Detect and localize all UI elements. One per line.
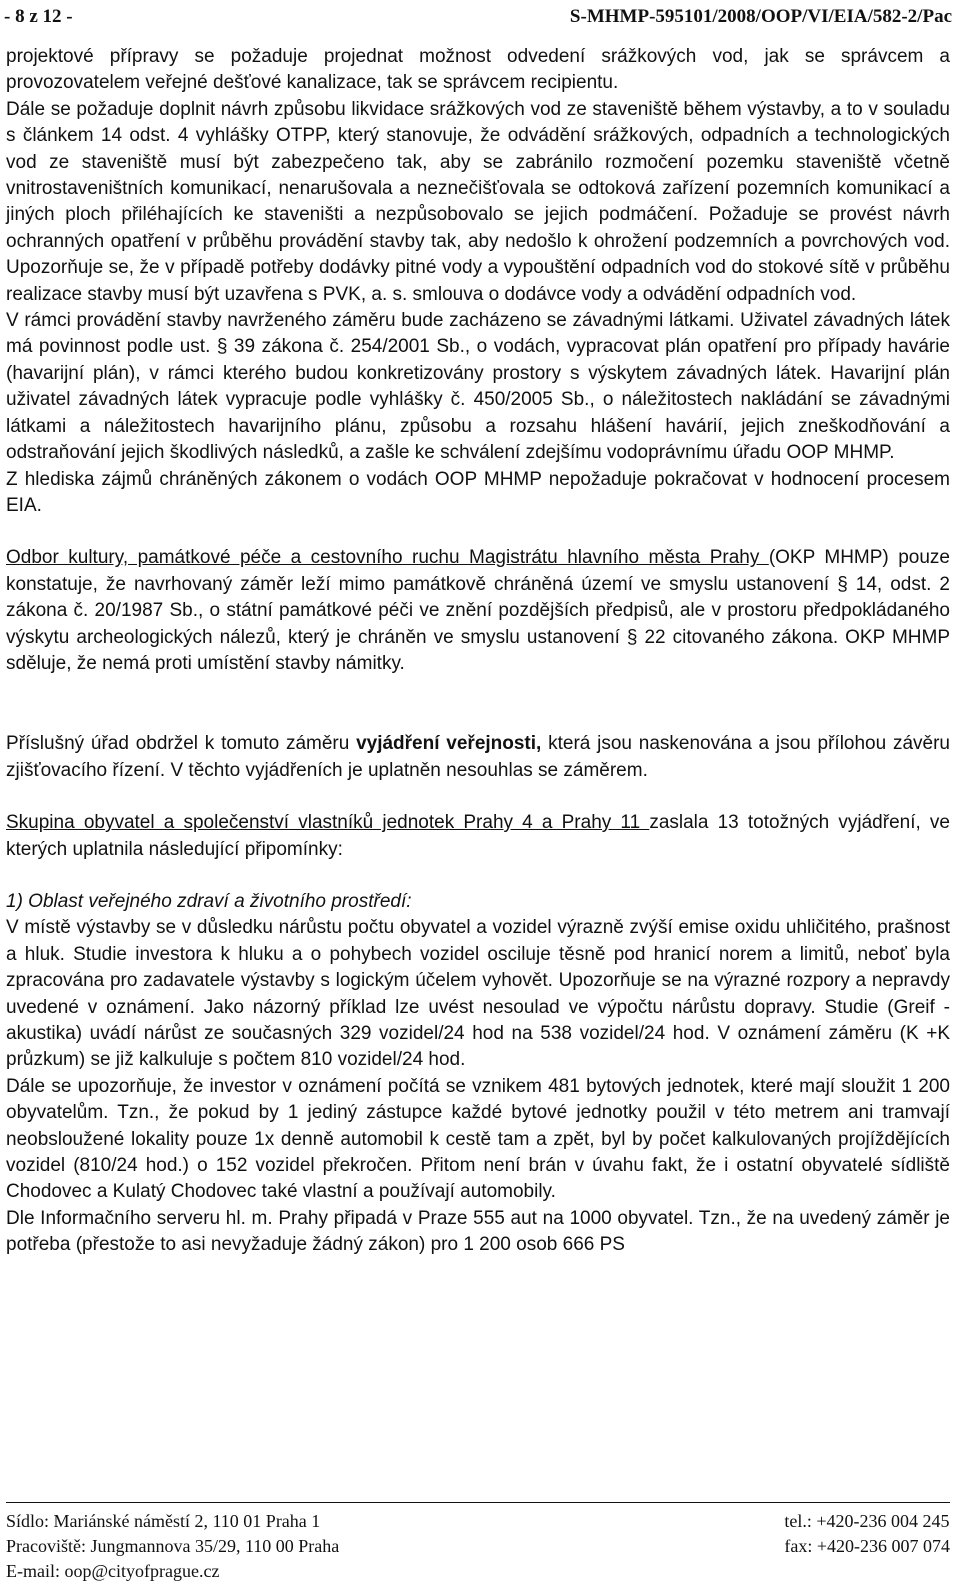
footer-right <box>784 1509 950 1559</box>
emphasis: vyjádření veřejnosti, <box>356 733 542 755</box>
paragraph: Odbor kultury, památkové péče a cestovního ruchu Magistrátu hlavního města Prahy (OKP MHMP) pouze konstatuje, že navrhovaný záměr leží mimo památkově chráněná území ve smyslu ustanovení § 14, odst. 2 zákona č. 20/1987 Sb., o státní památkové péči ve znění pozdějších předpisů, ale v prostoru předpokládaného výskytu archeologických nálezů, který je chráněn ve smyslu ustanovení § 22 citovaného zákona. OKP MHMP sděluje, že nemá proti umístění stavby námitky. <box>6 547 950 674</box>
footer-fax: fax: +420-236 007 074 <box>784 1536 950 1556</box>
paragraph: Dále se požaduje doplnit návrh způsobu likvidace srážkových vod ze staveniště během výstavby, a to v souladu s článkem 14 odst. 4 vyhlášky OTPP, který stanovuje, že odvádění srážkových, odpadních a technologických vod ze staveniště musí být zabezpečeno tak, aby se zabránilo rozmočení pozemku staveniště včetně vnitrostaveništních komunikací, nenarušovala a neznečišťovala se odtoková zařízení pozemních komunikací a jiných ploch přiléhajících ke staveništi a nezpůsobovalo se jejich podmáčení. Požaduje se provést návrh ochranných opatření v průběhu provádění stavby tak, aby nedošlo k ohrožení podzemních a povrchových vod. Upozorňuje se, že v případě potřeby dodávky pitné vody a vypouštění odpadních vod do stokové sítě v průběhu realizace stavby musí být uzavřena s PVK, a. s. smlouva o dodávce vody a odvádění odpadních vod. <box>6 98 950 305</box>
footer-email: E-mail: oop@cityofprague.cz <box>6 1561 220 1581</box>
department-name: Odbor kultury, památkové péče a cestovního ruchu Magistrátu hlavního města Prahy <box>6 547 769 569</box>
paragraph: Dle Informačního serveru hl. m. Prahy připadá v Praze 555 aut na 1000 obyvatel. Tzn., že na uvedený záměr je potřeba (přestože to asi nevyžaduje žádný zákon) pro 1 200 osob 666 PS <box>6 1207 950 1256</box>
paragraph: Příslušný úřad obdržel k tomuto záměru vyjádření veřejnosti, která jsou naskenována a jsou přílohou závěru zjišťovacího řízení. V těchto vyjádřeních je uplatněn nesouhlas se záměrem. <box>6 733 950 781</box>
document-body <box>6 44 950 1259</box>
page-footer <box>6 1502 950 1581</box>
footer-workplace: Pracoviště: Jungmannova 35/29, 110 00 Praha <box>6 1536 340 1556</box>
reference-number: S-MHMP-595101/2008/OOP/VI/EIA/582-2/Pac <box>569 6 952 27</box>
footer-left <box>6 1509 339 1584</box>
section-heading: 1) Oblast veřejného zdraví a životního prostředí: <box>6 890 412 912</box>
paragraph: Z hlediska zájmů chráněných zákonem o vodách OOP MHMP nepožaduje pokračovat v hodnocení procesem EIA. <box>6 468 950 516</box>
footer-tel: tel.: +420-236 004 245 <box>784 1511 950 1531</box>
group-name: Skupina obyvatel a společenství vlastníků jednotek Prahy 4 a Prahy 11 <box>6 812 650 834</box>
paragraph: V místě výstavby se v důsledku nárůstu počtu obyvatel a vozidel výrazně zvýší emise oxidu uhličitého, prašnost a hluk. Studie investora k hluku a o pohybech vozidel osciluje těsně pod hranicí norem a limitů, neboť byla zpracována pro zadavatele výstavby s logickým účelem vyhovět. Upozorňuje se na výrazné rozpory a nepravdy uvedené v oznámení. Jako názorný příklad lze uvést nesoulad ve výpočtu nárůstu dopravy. Studie (Greif - akustika) uvádí nárůst ze současných 329 vozidel/24 hod na 538 vozidel/24 hod. V oznámení záměru (K +K průzkum) se již kalkuluje s počtem 810 vozidel/24 hod. <box>6 917 950 1071</box>
paragraph: V rámci provádění stavby navrženého záměru bude zacházeno se závadnými látkami. Uživatel závadných látek má povinnost podle ust. § 39 zákona č. 254/2001 Sb., o vodách, vypracovat plán opatření pro případy havárie (havarijní plán), v rámci kterého budou konkretizovány prostory s výskytem závadných látek. Havarijní plán uživatel závadných látek vypracuje podle vyhlášky č. 450/2005 Sb., o náležitostech nakládání se závadnými látkami a náležitostech havarijního plánu, způsobu a rozsahu hlášení havárií, jejich zneškodňování a odstraňování jejich škodlivých následků, a zašle ke schválení zdejšímu vodoprávnímu úřadu OOP MHMP. <box>6 310 950 464</box>
footer-address: Sídlo: Mariánské náměstí 2, 110 01 Praha 1 <box>6 1511 321 1531</box>
paragraph: Dále se upozorňuje, že investor v oznámení počítá se vznikem 481 bytových jednotek, které mají sloužit 1 200 obyvatelům. Tzn., že pokud by 1 jediný zástupce každé bytové jednotky použil v této metrem ani tramvají neobsloužené lokality pouze 1x denně automobil k cestě tam a zpět, byl by počet kalkulovaných projíždějících vozidel (810/24 hod.) o 152 vozidel překročen. Přitom není brán v úvahu fakt, že i ostatní obyvatelé sídliště Chodovec a Kulatý Chodovec také vlastní a používají automobily. <box>6 1075 950 1203</box>
paragraph: projektové přípravy se požaduje projednat možnost odvedení srážkových vod, jak se správcem a provozovatelem veřejné dešťové kanalizace, tak se správcem recipientu. <box>6 46 950 94</box>
page-header <box>4 6 952 30</box>
page-number: - 8 z 12 - <box>4 6 73 27</box>
paragraph: Skupina obyvatel a společenství vlastníků jednotek Prahy 4 a Prahy 11 zaslala 13 totožných vyjádření, ve kterých uplatnila následující připomínky: <box>6 812 950 860</box>
